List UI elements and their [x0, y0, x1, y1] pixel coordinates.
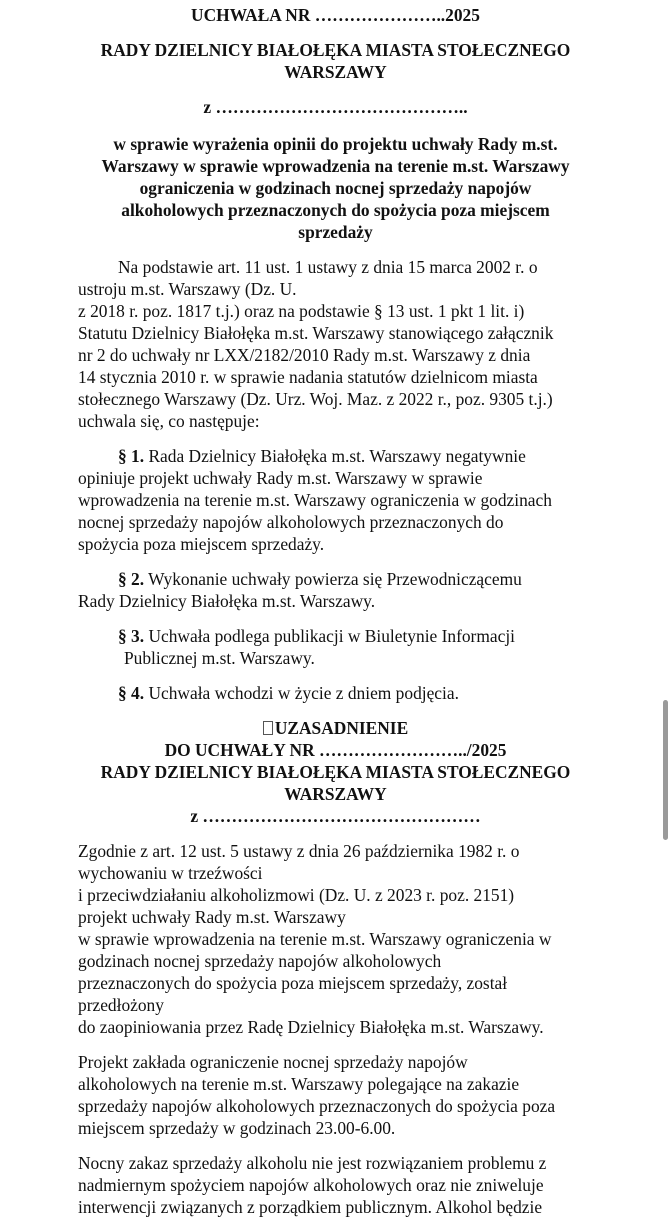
justification-council-line2: WARSZAWY: [284, 784, 387, 804]
section-1-mark: § 1.: [118, 446, 145, 466]
preamble-line: Na podstawie art. 11 ust. 1 ustawy z dnia 15 marca 2002 r. o: [118, 257, 538, 277]
section-3-line: Publicznej m.st. Warszawy.: [124, 648, 315, 668]
justification-line: projekt uchwały Rady m.st. Warszawy: [78, 907, 346, 927]
section-2-line: Rady Dzielnicy Białołęka m.st. Warszawy.: [78, 591, 376, 611]
justification-line: sprzedaży napojów alkoholowych przeznaczonych do spożycia poza: [78, 1096, 556, 1116]
justification-ref: DO UCHWAŁY NR ……………………../2025: [164, 740, 507, 760]
justification-line: wychowaniu w trzeźwości: [78, 863, 263, 883]
subject-line: Warszawy w sprawie wprowadzenia na terenie m.st. Warszawy: [101, 156, 570, 176]
justification-line: w sprawie wprowadzenia na terenie m.st. Warszawy ograniczenia w: [78, 929, 552, 949]
preamble-line: uchwala się, co następuje:: [78, 411, 260, 431]
section-1-first-line: § 1. Rada Dzielnicy Białołęka m.st. Warszawy negatywnie: [118, 446, 526, 466]
section-2-first-line: § 2. Wykonanie uchwały powierza się Przewodniczącemu: [118, 569, 522, 589]
subject-line: alkoholowych przeznaczonych do spożycia poza miejscem: [121, 200, 550, 220]
subject-line: w sprawie wyrażenia opinii do projektu uchwały Rady m.st.: [113, 134, 558, 154]
justification-line: przeznaczonych do spożycia poza miejscem sprzedaży, został: [78, 973, 508, 993]
justification-line: Zgodnie z art. 12 ust. 5 ustawy z dnia 26 października 1982 r. o: [78, 841, 520, 861]
section-1-line: opiniuje projekt uchwały Rady m.st. Warszawy w sprawie: [78, 468, 483, 488]
section-2-mark: § 2.: [118, 569, 145, 589]
justification-line: miejscem sprzedaży w godzinach 23.00-6.00.: [78, 1118, 396, 1138]
justification-line: godzinach nocnej sprzedaży napojów alkoholowych: [78, 951, 442, 971]
section-1-line: nocnej sprzedaży napojów alkoholowych przeznaczonych do: [78, 512, 504, 532]
council-name-line2: WARSZAWY: [284, 62, 387, 82]
preamble-line: z 2018 r. poz. 1817 t.j.) oraz na podstawie § 13 ust. 1 pkt 1 lit. i): [78, 301, 525, 321]
subject-line: ograniczenia w godzinach nocnej sprzedaży napojów: [139, 178, 532, 198]
section-4-mark: § 4.: [118, 683, 145, 703]
justification-line: Nocny zakaz sprzedaży alkoholu nie jest rozwiązaniem problemu z: [78, 1153, 547, 1173]
vertical-scrollbar[interactable]: [663, 700, 668, 840]
justification-line: Projekt zakłada ograniczenie nocnej sprzedaży napojów: [78, 1052, 468, 1072]
preamble-line: stołecznego Warszawy (Dz. Urz. Woj. Maz. z 2022 r., poz. 9305 t.j.): [78, 389, 553, 409]
resolution-title: UCHWAŁA NR …………………..2025: [191, 5, 480, 25]
subject-line: sprzedaży: [298, 222, 373, 242]
justification-title-line: [0, 718, 671, 740]
section-3-mark: § 3.: [118, 626, 145, 646]
justification-line: do zaopiniowania przez Radę Dzielnicy Białołęka m.st. Warszawy.: [78, 1017, 544, 1037]
section-1-line: spożycia poza miejscem sprzedaży.: [78, 534, 325, 554]
justification-line: przedłożony: [78, 995, 164, 1015]
justification-line: i przeciwdziałaniu alkoholizmowi (Dz. U. z 2023 r. poz. 2151): [78, 885, 515, 905]
justification-date-line: z …………………………………………: [190, 806, 481, 826]
justification-line: interwencji związanych z porządkiem publicznym. Alkohol będzie: [78, 1197, 543, 1217]
date-line: z ……………………………………..: [203, 97, 468, 117]
preamble-line: nr 2 do uchwały nr LXX/2182/2010 Rady m.st. Warszawy z dnia: [78, 345, 531, 365]
justification-line: alkoholowych na terenie m.st. Warszawy polegające na zakazie: [78, 1074, 520, 1094]
justification-council-line1: RADY DZIELNICY BIAŁOŁĘKA MIASTA STOŁECZNEGO: [100, 762, 571, 782]
section-3-first-line: § 3. Uchwała podlega publikacji w Biuletynie Informacji: [118, 626, 515, 646]
justification-title: UZASADNIENIE: [274, 718, 409, 738]
preamble-line: Statutu Dzielnicy Białołęka m.st. Warszawy stanowiącego załącznik: [78, 323, 554, 343]
section-1-line: wprowadzenia na terenie m.st. Warszawy ograniczenia w godzinach: [78, 490, 552, 510]
preamble-line: ustroju m.st. Warszawy (Dz. U.: [78, 279, 297, 299]
section-4-first-line: § 4. Uchwała wchodzi w życie z dniem podjęcia.: [118, 683, 459, 703]
justification-line: nadmiernym spożyciem napojów alkoholowych oraz nie zniweluje: [78, 1175, 544, 1195]
council-name-line1: RADY DZIELNICY BIAŁOŁĘKA MIASTA STOŁECZNEGO: [100, 40, 571, 60]
preamble-line: 14 stycznia 2010 r. w sprawie nadania statutów dzielnicom miasta: [78, 367, 538, 387]
missing-glyph-icon: [263, 721, 273, 735]
